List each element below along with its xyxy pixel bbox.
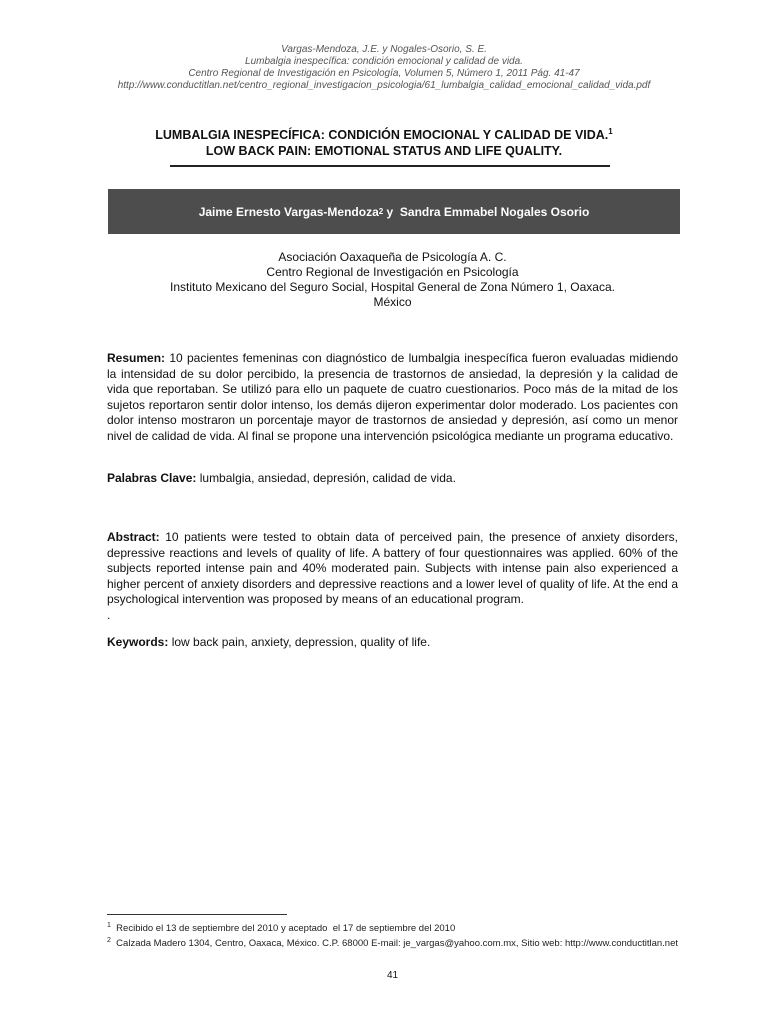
keywords-label: Keywords: xyxy=(107,635,169,649)
header-citation: Vargas-Mendoza, J.E. y Nogales-Osorio, S. E. xyxy=(281,44,487,55)
page-number: 41 xyxy=(386,970,399,981)
header-article-title: Lumbalgia inespecífica: condición emocional y calidad de vida. xyxy=(245,56,523,67)
palabras-clave-paragraph xyxy=(107,471,678,487)
author-1: Jaime Ernesto Vargas-Mendoza xyxy=(198,204,379,219)
author-2: Sandra Emmabel Nogales Osorio xyxy=(399,204,590,219)
palabras-clave-label: Palabras Clave: xyxy=(107,471,197,485)
footnote-divider xyxy=(107,914,287,915)
resumen-text: 10 pacientes femeninas con diagnóstico de lumbalgia inespecífica fueron evaluadas midiendo la intensidad de su dolor percibido, la presencia de trastornos de ansiedad, la depresión y la calidad de vida que reportaban. Se utilizó para ello un paquete de cuatro cuestionarios. Poco más de la mitad de los sujetos reportaron sentir dolor intenso, los demás dijeron experimentar dolor moderado. Los pacientes con dolor intenso mostraron un porcentaje mayor de trastornos de ansiedad y depresión, así como un menor nivel de calidad de vida. Al final se propone una intervención psicológica mediante un programa educativo. xyxy=(107,351,678,443)
affiliation-line: Asociación Oaxaqueña de Psicología A. C. xyxy=(278,250,507,264)
running-header xyxy=(0,44,768,92)
keywords-paragraph xyxy=(107,635,678,651)
header-url[interactable]: http://www.conductitlan.net/centro_regional_investigacion_psicologia/61_lumbalgia_calidad_emocional_calidad_vida.pdf xyxy=(117,80,651,91)
footnote-2: $^2$ Calzada Madero 1304, Centro, Oaxaca, México. C.P. 68000 E-mail: je_vargas@yahoo.com.mx, Sitio web: http://www.conductitlan.net xyxy=(107,937,678,950)
footnote-1: $^1$ Recibido el 13 de septiembre del 2010 y aceptado el 17 de septiembre del 2010 xyxy=(107,922,456,935)
palabras-clave-text: lumbalgia, ansiedad, depresión, calidad de vida. xyxy=(196,471,456,485)
affiliation-block xyxy=(0,250,768,310)
footnotes xyxy=(107,920,678,950)
title-divider xyxy=(170,165,610,167)
author-band xyxy=(108,189,680,234)
article-title xyxy=(0,124,768,159)
author-connector: y xyxy=(383,204,400,219)
resumen-paragraph xyxy=(107,351,678,444)
title-english: LOW BACK PAIN: EMOTIONAL STATUS AND LIFE QUALITY. xyxy=(205,144,563,159)
header-journal: Centro Regional de Investigación en Psicología, Volumen 5, Número 1, 2011 Pág. 41-47 xyxy=(188,68,580,79)
affiliation-line: Instituto Mexicano del Seguro Social, Hospital General de Zona Número 1, Oaxaca. xyxy=(170,280,615,294)
footnote-ref-1: 1 xyxy=(608,127,613,136)
abstract-trailing-dot: . xyxy=(107,607,111,622)
title-spanish: LUMBALGIA INESPECÍFICA: CONDICIÓN EMOCIONAL Y CALIDAD DE VIDA.$^1$ xyxy=(155,127,613,143)
abstract-paragraph xyxy=(107,530,678,623)
affiliation-line: Centro Regional de Investigación en Psicología xyxy=(266,265,519,279)
resumen-label: Resumen: xyxy=(107,351,166,365)
abstract-label: Abstract: xyxy=(107,530,160,544)
affiliation-line: México xyxy=(373,295,412,309)
keywords-text: low back pain, anxiety, depression, quality of life. xyxy=(168,635,431,649)
footnote-ref-2: 2 xyxy=(378,207,384,216)
abstract-text: 10 patients were tested to obtain data of perceived pain, the presence of anxiety disorders, depressive reactions and levels of quality of life. A battery of four questionnaires was applied. 60% of the subjects reported intense pain and 40% moderated pain. Subjects with intense pain also experienced a higher percent of anxiety disorders and depressive reactions and a lower level of quality of life. At the end a psychological intervention was proposed by means of an educational program. xyxy=(107,530,678,606)
